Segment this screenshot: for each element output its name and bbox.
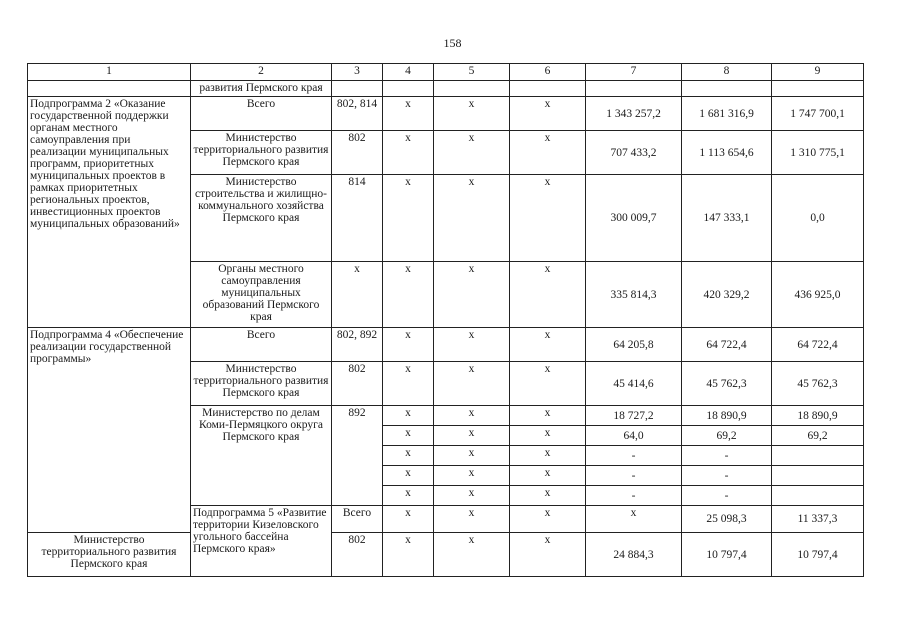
code: 814 (332, 175, 383, 262)
header-cell: 6 (510, 64, 586, 81)
code: 802 (332, 131, 383, 175)
executor: Министерство территориального развития Пермского края (28, 533, 191, 577)
executor: Министерство территориального развития Пермского края (191, 362, 332, 406)
table-row: Подпрограмма 2 «Оказание государственной поддержки органам местного самоуправления при реализации муниципальных программ, приоритетных муниципальных проектов в рамках приоритетных региональных проектов, инвестиционных проектов муниципальных образований» Всего 802, 814 х х х 1 343 257,2 1 681 316,9 1 747 700,1 (28, 97, 864, 131)
table-row: х х х - - (28, 466, 864, 486)
subprogram-4-name: Подпрограмма 4 «Обеспечение реализации государственной программы» (28, 328, 191, 533)
header-cell: 8 (682, 64, 772, 81)
table-row: Подпрограмма 4 «Обеспечение реализации государственной программы» Всего 802, 892 х х х 64 205,8 64 722,4 64 722,4 (28, 328, 864, 362)
table-row: х х х 64,0 69,2 69,2 (28, 426, 864, 446)
code: 802, 814 (332, 97, 383, 131)
continuation-text: развития Пермского края (191, 81, 332, 97)
executor: Органы местного самоуправления муниципальных образований Пермского края (191, 262, 332, 328)
value-2025: 1 681 316,9 (682, 97, 772, 131)
table-row: Министерство по делам Коми-Пермяцкого округа Пермского края 892 х х х 18 727,2 18 890,9 18 890,9 (28, 406, 864, 426)
page-number: 158 (443, 36, 462, 50)
executor: Всего (191, 97, 332, 131)
table-row: Органы местного самоуправления муниципальных образований Пермского края х х х х 335 814,3 420 329,2 436 925,0 (28, 262, 864, 328)
executor: Всего (332, 506, 383, 533)
table-row: х х х - - (28, 446, 864, 466)
header-row (28, 64, 864, 81)
executor: Всего (191, 328, 332, 362)
value-2026: 1 747 700,1 (772, 97, 864, 131)
value-2024: 1 343 257,2 (586, 97, 682, 131)
header-cell: 3 (332, 64, 383, 81)
code: 892 (332, 406, 383, 506)
table-row: Министерство территориального развития Пермского края 802 х х х 45 414,6 45 762,3 45 762,3 (28, 362, 864, 406)
code: 802 (332, 533, 383, 577)
header-cell: 9 (772, 64, 864, 81)
table-row: х х х - - (28, 486, 864, 506)
table-row: Подпрограмма 5 «Развитие территории Кизеловского угольного бассейна Пермского края» Всего х х х х 25 098,3 11 337,3 (28, 506, 864, 533)
table-row: Министерство строительства и жилищно-коммунального хозяйства Пермского края 814 х х х 300 009,7 147 333,1 0,0 (28, 175, 864, 262)
code: х (383, 506, 434, 533)
continuation-row (28, 81, 864, 97)
subprogram-5-name: Подпрограмма 5 «Развитие территории Кизеловского угольного бассейна Пермского края» (191, 506, 332, 577)
header-cell: 1 (28, 64, 191, 81)
table-row: Министерство территориального развития Пермского края 802 х х х 707 433,2 1 113 654,6 1 310 775,1 (28, 131, 864, 175)
subprogram-2-name: Подпрограмма 2 «Оказание государственной поддержки органам местного самоуправления при реализации муниципальных программ, приоритетных муниципальных проектов в рамках приоритетных региональных проектов, инвестиционных проектов муниципальных образований» (28, 97, 191, 328)
code: 802 (332, 362, 383, 406)
table-row: Министерство территориального развития Пермского края 802 х х х 24 884,3 10 797,4 10 797,4 (28, 533, 864, 577)
header-cell: 2 (191, 64, 332, 81)
executor: Министерство территориального развития Пермского края (191, 131, 332, 175)
header-cell: 4 (383, 64, 434, 81)
budget-table (27, 63, 864, 577)
header-cell: 7 (586, 64, 682, 81)
executor: Министерство по делам Коми-Пермяцкого округа Пермского края (191, 406, 332, 506)
code: х (332, 262, 383, 328)
header-cell: 5 (434, 64, 510, 81)
executor: Министерство строительства и жилищно-коммунального хозяйства Пермского края (191, 175, 332, 262)
code: 802, 892 (332, 328, 383, 362)
